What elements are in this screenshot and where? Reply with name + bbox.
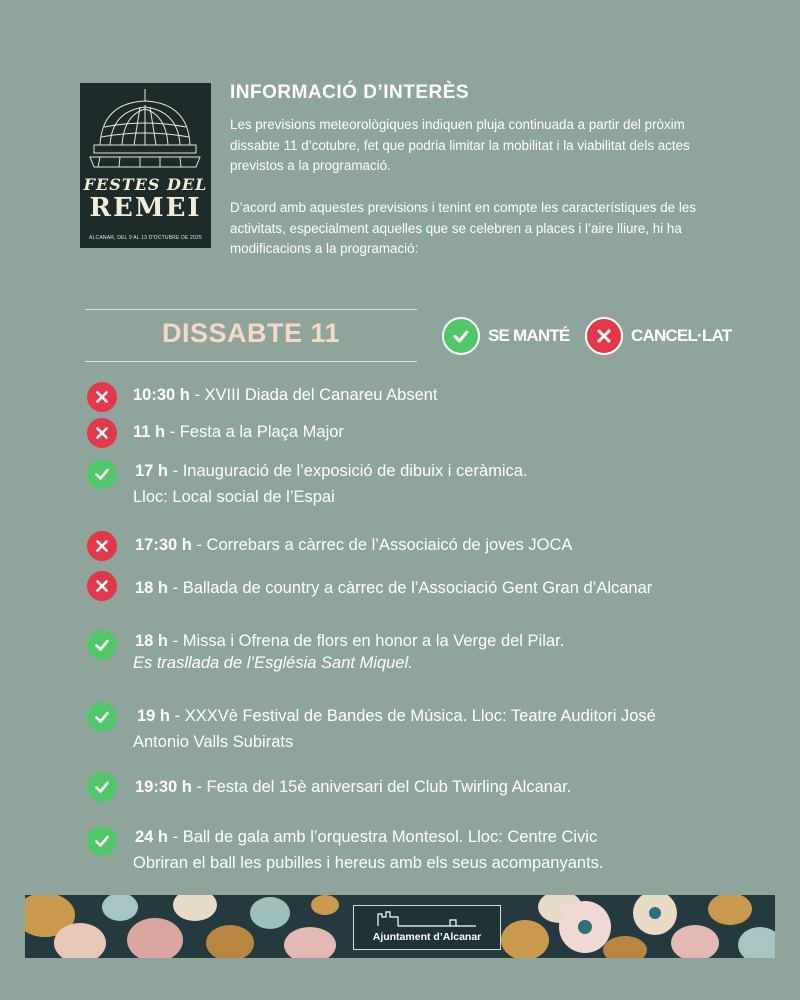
cross-icon <box>585 317 623 355</box>
poster-title-line2: REMEI <box>89 193 202 223</box>
event-location: Lloc: Local social de l’Espai <box>133 488 335 506</box>
ajuntament-logo <box>353 905 501 950</box>
check-icon <box>87 459 117 489</box>
event-item: 17:30 h - Correbars a càrrec de l’Associaicó de joves JOCA <box>135 536 573 554</box>
check-icon <box>87 772 117 802</box>
poster-title-line1: FESTES DEL <box>83 175 208 194</box>
event-item: 24 h - Ball de gala amb l’orquestra Montesol. Lloc: Centre Civic Obriran el ball les pubilles i hereus amb els seus acompanyants. <box>135 824 725 876</box>
event-note: Es trasllada de l’Església Sant Miquel. <box>133 654 413 672</box>
info-heading: INFORMACIÓ D’INTERÈS <box>230 82 470 103</box>
event-item: 19 h - XXXVè Festival de Bandes de Música. Lloc: Teatre Auditori José Antonio Valls Subirats <box>133 703 721 755</box>
legend-cancelled <box>585 318 731 354</box>
poster-subtitle: ALCANAR, DEL 9 AL 13 D'OCTUBRE DE 2025 <box>89 235 202 241</box>
legend-cancelled-label: CANCEL·LAT <box>631 326 732 345</box>
event-item: 10:30 h - XVIII Diada del Canareu Absent <box>133 386 438 404</box>
info-paragraph-1: Les previsions meteorològiques indiquen pluja continuada a partir del pròxim dissabte 11 d’cotubre, fet que podria limitar la mobilitat i la viabilitat dels actes previstos a la programació. <box>230 117 690 173</box>
cross-icon <box>87 571 117 601</box>
event-location: Antonio Valls Subirats <box>133 733 294 751</box>
legend-kept <box>442 318 569 354</box>
info-paragraph-2: D’acord amb aquestes previsions i tenint en compte les característiques de les activitats, especialment aquelles que se celebren a places i l’aire lliure, hi ha modificacions a la programació: <box>230 200 696 256</box>
day-title-top-rule <box>85 309 417 310</box>
check-icon <box>87 826 117 856</box>
legend-kept-label: SE MANTÉ <box>488 326 570 345</box>
check-icon <box>87 702 117 732</box>
floral-footer-banner <box>25 895 775 958</box>
castle-icon <box>354 906 500 931</box>
event-item: 18 h - Missa i Ofrena de flors en honor a la Verge del Pilar. Es trasllada de l’Església Sant Miquel. <box>135 630 725 674</box>
festes-del-remei-poster <box>80 83 211 248</box>
event-note: Obriran el ball les pubilles i hereus amb els seus acompanyants. <box>133 854 604 872</box>
event-item: 19:30 h - Festa del 15è aniversari del Club Twirling Alcanar. <box>135 778 572 796</box>
gazebo-dome-illustration <box>80 83 211 248</box>
event-item: 18 h - Ballada de country a càrrec de l’Associació Gent Gran d’Alcanar <box>135 579 653 597</box>
cross-icon <box>87 531 117 561</box>
check-icon <box>442 317 480 355</box>
day-title: DISSABTE 11 <box>161 318 341 348</box>
day-title-bottom-rule <box>85 361 417 362</box>
event-item: 11 h - Festa a la Plaça Major <box>133 423 344 441</box>
event-item: 17 h - Inauguració de l’exposició de dibuix i ceràmica. Lloc: Local social de l’Espai <box>135 458 725 510</box>
cross-icon <box>87 382 117 412</box>
cross-icon <box>87 418 117 448</box>
ajuntament-logo-text: Ajuntament d’Alcanar <box>372 931 482 943</box>
check-icon <box>87 630 117 660</box>
